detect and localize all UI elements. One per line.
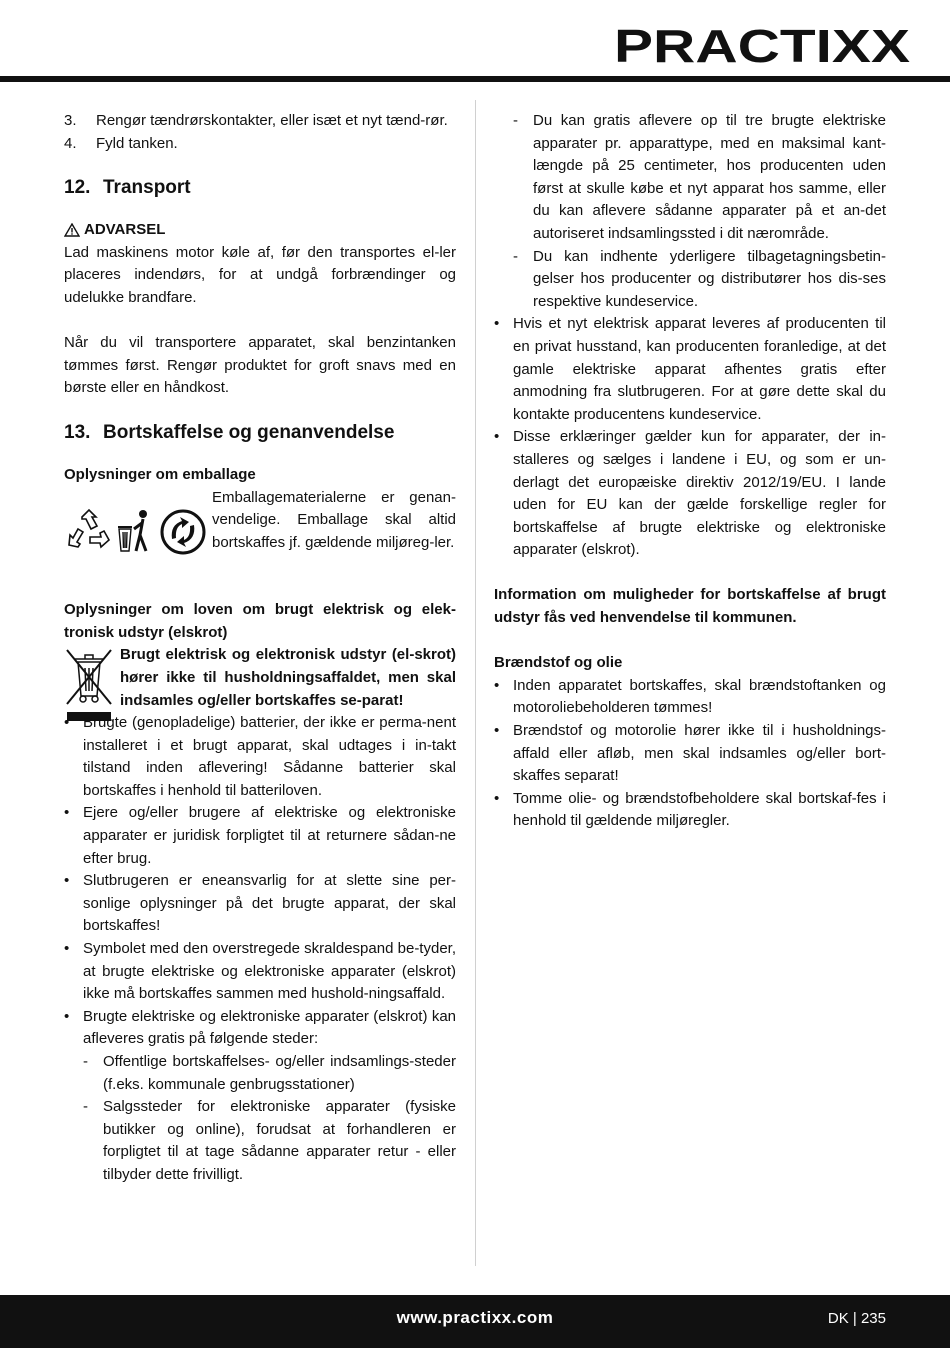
- page-header: [0, 0, 950, 84]
- page-footer: [0, 1295, 950, 1348]
- list-item: • Brugte (genopladelige) batterier, der ikke er perma-nent installeret i et brugt apparat, skal udtages i in-takt tilstand inden aflevering! Sådanne batterier skal bortskaffes i henhold til batteriloven.: [64, 714, 456, 799]
- column-divider: [475, 100, 476, 1266]
- section-13-heading: 13. Bortskaffelse og genanvendelse: [64, 421, 395, 443]
- tidyman-bin-icon: [116, 507, 156, 557]
- list-item: • Ejere og/eller brugere af elektriske og elektroniske apparater er juridisk forpligtet til at returnere sådan-ne efter brug.: [64, 804, 456, 867]
- right-column: [494, 110, 886, 833]
- sub-list-item: - Du kan gratis aflevere op til tre brugte elektriske apparater pr. apparattype, med en maksimal kant-længde på 25 centimeter, hos producenten uden først at skulle købe et nyt apparat hos samme, eller du kan aflevere sådanne apparater på et an-det autoriseret indsamlingssted i dit nærområde.: [513, 112, 886, 242]
- packaging-info: [64, 487, 456, 577]
- list-item: • Hvis et nyt elektrisk apparat leveres af producenten til en privat husstand, kan producenten foranledige, at det gamle elektriske apparat afhentes gratis efter anmodning fra slutbrugeren. For at gøre dette skal du kontakte producentens kundeservice.: [494, 315, 886, 423]
- header-rule: [0, 76, 950, 82]
- warning-text: Lad maskinens motor køle af, før den transportes el-ler placeres indendørs, for at undgå forbrændinger og udelukke brandfare.: [64, 243, 456, 306]
- weee-bold-text: Brugt elektrisk og elektronisk udstyr (el-skrot) hører ikke til husholdningsaffaldet, men skal indsamles og/eller bortskaffes se-parat!: [120, 646, 456, 709]
- sub-list-item: - Du kan indhente yderligere tilbagetagningsbetin-gelser hos producenter og distributører hos dis-ses respektive kundeservice.: [513, 247, 886, 310]
- packaging-text: Emballagematerialerne er genan-vendelige. Emballage skal altid bortskaffes jf. gældende miljøreg-ler.: [212, 488, 456, 551]
- svg-text:PRACTIXX: PRACTIXX: [614, 20, 911, 72]
- fuel-heading: Brændstof og olie: [494, 654, 623, 672]
- sub-list-item: - Offentlige bortskaffelses- og/eller indsamlings-steder (f.eks. kommunale genbrugsstationer): [83, 1053, 456, 1093]
- recycle-icon: [64, 507, 114, 557]
- practixx-logo: [614, 14, 914, 76]
- footer-url: www.practixx.com: [396, 1308, 554, 1327]
- left-column: [64, 110, 456, 1187]
- section-12-heading: 12. Transport: [64, 177, 191, 199]
- law-heading: Oplysninger om loven om brugt elektrisk og elek-tronisk udstyr (elskrot): [64, 601, 456, 641]
- list-item: • Symbolet med den overstregede skraldespand be-tyder, at brugte elektriske og elektroniske apparater (elskrot) ikke må bortskaffes sammen med hushold-ningsaffald.: [64, 940, 456, 1003]
- list-item: • Brugte elektriske og elektroniske apparater (elskrot) kan afleveres gratis på følgende steder:: [64, 1007, 456, 1048]
- green-dot-recycle-icon: [158, 507, 208, 557]
- list-item: • Slutbrugeren er eneansvarlig for at slette sine per-sonlige oplysninger på det brugte apparat, der skal bortskaffes!: [64, 872, 456, 935]
- list-item: • Tomme olie- og brændstofbeholdere skal bortskaf-fes i henhold til gældende miljøregler.: [494, 789, 886, 830]
- weee-notice: [64, 644, 456, 712]
- step-3: 3. Rengør tændrørskontakter, eller isæt et nyt tænd-rør.: [64, 112, 448, 129]
- packaging-heading: Oplysninger om emballage: [64, 465, 256, 483]
- step-4: 4. Fyld tanken.: [64, 134, 178, 152]
- info-bold-text: Information om muligheder for bortskaffelse af brugt udstyr fås ved henvendelse til kommunen.: [494, 586, 886, 627]
- sub-list-item: - Salgssteder for elektroniske apparater (fysiske butikker og online), forudsat at forhandleren er forpligtet til at tage sådanne apparater retur - eller tilbyder dette frivilligt.: [83, 1098, 456, 1183]
- page-number: DK | 235: [827, 1310, 886, 1327]
- transport-paragraph: Når du vil transportere apparatet, skal benzintanken tømmes først. Rengør produktet for groft snavs med en børste eller en håndkost.: [64, 334, 456, 397]
- list-item: • Inden apparatet bortskaffes, skal brændstoftanken og motoroliebeholderen tømmes!: [494, 676, 886, 717]
- packaging-icons: [64, 507, 210, 557]
- warning-label: ADVARSEL: [64, 219, 456, 242]
- list-item: • Disse erklæringer gælder kun for apparater, der in-stalleres og sælges i landene i EU, og som er un-derlagt det europæiske direktiv 2012/19/EU. I lande uden for EU kan der gælde forskellige regler for bortskaffelse af brugte elektriske og elektroniske apparater (elskrot).: [494, 428, 886, 559]
- list-item: • Brændstof og motorolie hører ikke til i husholdnings-affald eller afløb, men skal indsamles og/eller bort-skaffes separat!: [494, 722, 886, 785]
- warning-triangle-icon: [64, 223, 80, 237]
